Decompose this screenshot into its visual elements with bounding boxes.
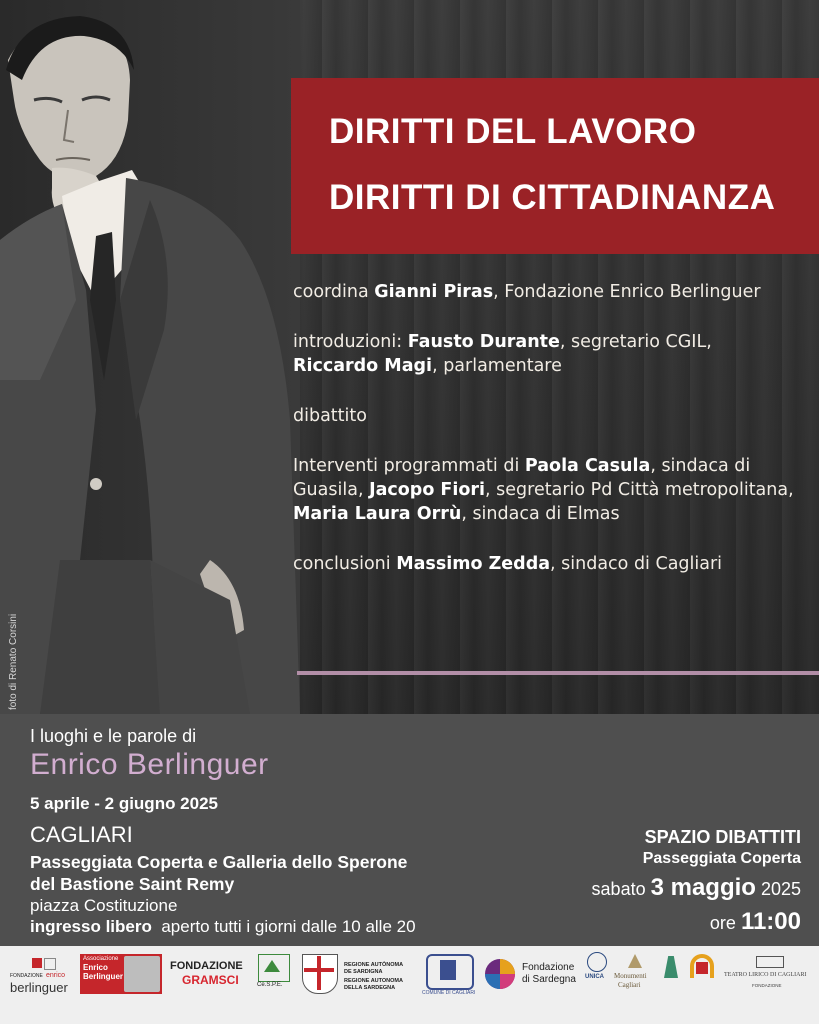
program-text <box>293 280 798 602</box>
speaker-role: , segretario Pd Città metropolitana, <box>485 480 794 500</box>
monument-icon <box>628 954 642 968</box>
venue-line-1: Passeggiata Coperta e Galleria dello Sperone <box>30 852 408 872</box>
speaker-role: , sindaco di Cagliari <box>550 554 723 574</box>
speaker-role: , sindaca di Guasila, <box>293 456 751 500</box>
unica-logo <box>583 946 611 1024</box>
speaker-name: Riccardo Magi <box>293 356 433 376</box>
space-subtitle: Passeggiata Coperta <box>642 850 801 867</box>
portrait-icon <box>124 956 160 992</box>
red-square-icon <box>32 958 42 968</box>
arch-icon <box>696 962 708 974</box>
logo-text: UNICA <box>585 974 604 980</box>
teatro-lirico-logo <box>722 946 816 1024</box>
title-line-1: DIRITTI DEL LAVORO <box>329 112 697 151</box>
emblem-logo <box>688 946 718 1024</box>
cross-icon <box>304 968 334 972</box>
logo-text: DELLA SARDEGNA <box>344 985 396 991</box>
logo-text: Berlinguer <box>83 972 124 981</box>
entry-free: ingresso libero <box>30 917 152 936</box>
sponsor-logos <box>0 946 819 1024</box>
associazione-berlinguer-logo <box>80 946 162 1024</box>
program-coordinator <box>293 280 798 304</box>
logo-text: di Sardegna <box>522 974 576 985</box>
speaker-role: , sindaca di Elmas <box>461 504 620 524</box>
fondazione-sardegna-logo <box>484 946 580 1024</box>
fondazione-berlinguer-logo <box>10 946 75 1024</box>
pinwheel-icon <box>484 958 516 990</box>
series-dates: 5 aprile - 2 giugno 2025 <box>30 794 219 813</box>
program-debate: dibattito <box>293 406 367 426</box>
logo-text: COMUNE DI CAGLIARI <box>422 990 476 996</box>
speaker-name: Maria Laura Orrù <box>293 504 462 524</box>
session-date <box>592 874 801 902</box>
series-name: Enrico Berlinguer <box>30 748 269 781</box>
logo-text: FONDAZIONE <box>752 983 782 988</box>
program-interventions <box>293 454 798 526</box>
time-prefix: ore <box>709 913 741 933</box>
venue-line-2: del Bastione Saint Remy <box>30 874 235 894</box>
logo-text: GRAMSCI <box>182 973 239 987</box>
logo-text: TEATRO LIRICO DI CAGLIARI <box>724 972 807 978</box>
logo-text: DE SARDIGNA <box>344 969 383 975</box>
logo-text: REGIONE AUTONOMA <box>344 978 403 984</box>
program-conclusions <box>293 552 798 576</box>
session-date-big: 3 maggio <box>650 874 756 901</box>
coordinator-affiliation: , Fondazione Enrico Berlinguer <box>493 282 761 302</box>
berlinguer-photo <box>0 0 300 714</box>
coordinator-name: Gianni Piras <box>374 282 494 302</box>
logo-text: Associazione <box>83 956 119 962</box>
coordinator-label: coordina <box>293 282 375 302</box>
program-introductions <box>293 330 798 378</box>
series-intro: I luoghi e le parole di <box>30 726 197 746</box>
speaker-name: Paola Casula <box>524 456 651 476</box>
monumenti-cagliari-logo <box>612 946 658 1024</box>
opening-hours: aperto tutti i giorni dalle 10 alle 20 <box>161 917 416 936</box>
photo-credit: foto di Renato Corsini <box>8 613 19 710</box>
session-year: 2025 <box>755 879 801 899</box>
logo-text: Monumenti <box>614 972 647 980</box>
time-value: 11:00 <box>740 908 801 935</box>
cespe-logo <box>254 946 292 1024</box>
interventions-label: Interventi programmati di <box>293 456 525 476</box>
speaker-name: Fausto Durante <box>407 332 560 352</box>
speaker-name: Massimo Zedda <box>396 554 551 574</box>
speaker-role: , parlamentare <box>432 356 562 376</box>
speaker-role: , segretario CGIL, <box>559 332 712 352</box>
societa-logo <box>660 946 684 1024</box>
regione-sardegna-logo <box>298 946 412 1024</box>
university-seal-icon <box>587 952 607 972</box>
title-line-2: DIRITTI DI CITTADINANZA <box>329 178 776 217</box>
conclusions-label: conclusioni <box>293 554 397 574</box>
entry-info <box>30 917 416 937</box>
event-info-band <box>0 714 819 946</box>
speaker-name: Jacopo Fiori <box>369 480 486 500</box>
logo-text: Fondazione <box>522 962 575 973</box>
city-crest-icon <box>440 960 456 980</box>
square: piazza Costituzione <box>30 896 178 915</box>
logo-text: Cagliari <box>618 981 641 989</box>
divider-line <box>297 671 819 675</box>
logo-text: Ce.S.P.E. <box>257 982 283 988</box>
logo-text: berlinguer <box>10 980 68 995</box>
space-title: SPAZIO DIBATTITI <box>644 827 801 847</box>
session-time <box>710 908 801 936</box>
introductions-label: introduzioni: <box>293 332 408 352</box>
logo-text: enrico <box>46 972 66 979</box>
theatre-icon <box>756 956 784 968</box>
logo-text: REGIONE AUTÒNOMA <box>344 962 404 968</box>
figure-icon <box>664 956 678 978</box>
comune-cagliari-logo <box>418 946 480 1024</box>
title-banner <box>291 78 819 254</box>
logo-text: FONDAZIONE <box>10 973 43 979</box>
grey-square-icon <box>44 958 56 970</box>
city: CAGLIARI <box>30 822 133 847</box>
cross-icon <box>317 956 321 990</box>
session-day: sabato <box>591 879 651 899</box>
logo-text: Enrico <box>83 963 108 972</box>
fondazione-gramsci-logo <box>168 946 248 1024</box>
logo-text: FONDAZIONE <box>170 960 243 972</box>
